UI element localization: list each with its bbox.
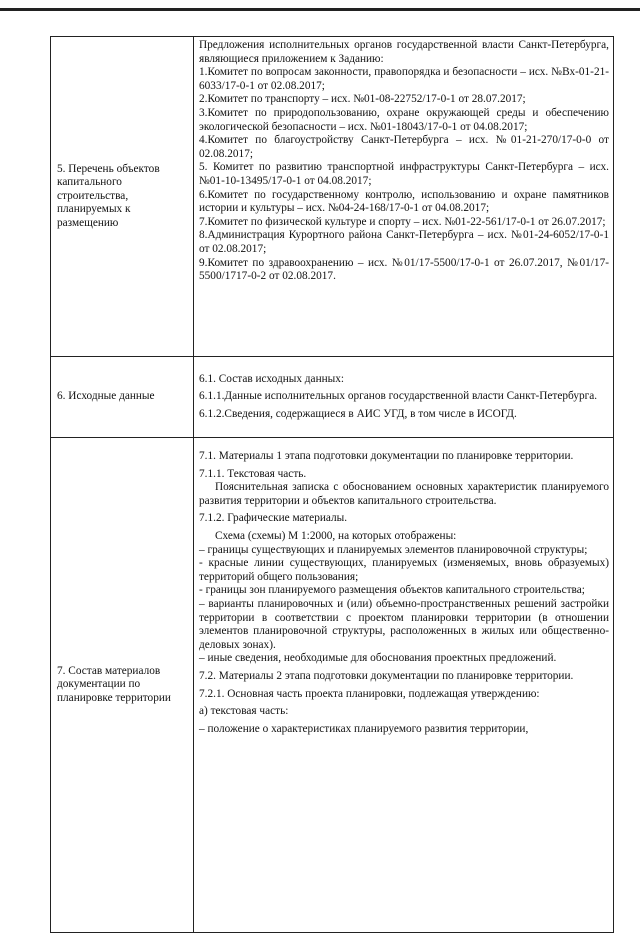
row-label-capital-objects: 5. Перечень объектов капитального строительства, планируемых к размещению bbox=[51, 37, 194, 357]
paragraph: 7.1. Материалы 1 этапа подготовки документации по планировке территории. bbox=[199, 450, 574, 462]
paragraph: – положение о характеристиках планируемого развития территории, bbox=[199, 722, 529, 735]
paragraph: 7.2.1. Основная часть проекта планировки, подлежащая утверждению: bbox=[199, 687, 540, 700]
paragraph: Предложения исполнительных органов государственной власти Санкт-Петербурга, являющиеся приложением к Заданию: bbox=[199, 39, 609, 65]
table-row bbox=[51, 37, 614, 357]
paragraph: 7.1.2. Графические материалы. bbox=[199, 512, 348, 525]
paragraph: 6.1. Состав исходных данных: bbox=[199, 372, 345, 385]
paragraph: 7.1.1. Текстовая часть. bbox=[199, 467, 307, 480]
paragraph: 6.1.2.Сведения, содержащиеся в АИС УГД, в том числе в ИСОГД. bbox=[199, 407, 517, 420]
top-rule bbox=[0, 8, 640, 11]
paragraph: Схема (схемы) М 1:2000, на которых отображены: bbox=[215, 529, 457, 542]
row-content-materials bbox=[194, 438, 614, 933]
specification-table bbox=[50, 36, 614, 933]
paragraph: – границы существующих и планируемых элементов планировочной структуры; bbox=[199, 543, 588, 556]
row-label-materials: 7. Состав материалов документации по планировке территории bbox=[51, 438, 194, 933]
paragraph: 6.Комитет по государственному контролю, использованию и охране памятников истории и культуры – исх. №04-24-168/17-0-1 от 04.08.2017; bbox=[199, 188, 609, 215]
table-row bbox=[51, 438, 614, 933]
paragraph: 2.Комитет по транспорту – исх. №01-08-22752/17-0-1 от 28.07.2017; bbox=[199, 93, 526, 106]
paragraph: 1.Комитет по вопросам законности, правопорядка и безопасности – исх. №Вх-01-21-6033/17-0-1 от 02.08.2017; bbox=[199, 66, 609, 92]
paragraph: 9.Комитет по здравоохранению – исх. №01/17-5500/17-0-1 от 26.07.2017, №01/17-5500/1717-0-2 от 02.08.2017. bbox=[199, 256, 609, 283]
paragraph: 5. Комитет по развитию транспортной инфраструктуры Санкт-Петербурга – исх. №01-10-13495/17-0-1 от 04.08.2017; bbox=[199, 161, 609, 187]
row-content-source-data bbox=[194, 357, 614, 438]
row-label-source-data: 6. Исходные данные bbox=[51, 357, 194, 438]
paragraph: 4.Комитет по благоустройству Санкт-Петербурга – исх. №01-21-270/17-0-0 от 02.08.2017; bbox=[199, 134, 609, 160]
paragraph: – иные сведения, необходимые для обоснования проектных предложений. bbox=[199, 652, 557, 665]
paragraph: 7.2. Материалы 2 этапа подготовки документации по планировке территории. bbox=[199, 669, 574, 682]
paragraph: 7.Комитет по физической культуре и спорту – исх. №01-22-561/17-0-1 от 26.07.2017; bbox=[199, 215, 606, 228]
paragraph: - красные линии существующих, планируемых (изменяемых, вновь образуемых) территорий общего пользования; bbox=[199, 557, 609, 583]
paragraph: 3.Комитет по природопользованию, охране окружающей среды и обеспечению экологической безопасности – исх. №01-18043/17-0-1 от 04.08.2017; bbox=[199, 106, 609, 133]
paragraph: – варианты планировочных и (или) объемно-пространственных решений застройки территории в соответствии с проектом планировки территории (в отношении элементов планировочной структуры, расположенных в жилых или общественно-деловых зонах). bbox=[199, 597, 609, 651]
paragraph: - границы зон планируемого размещения объектов капитального строительства; bbox=[199, 584, 585, 597]
paragraph: Пояснительная записка с обоснованием основных характеристик планируемого развития территории и объектов капитального строительства. bbox=[199, 481, 609, 507]
row-content-capital-objects bbox=[194, 37, 614, 357]
paragraph: 8.Администрация Курортного района Санкт-Петербурга – исх. №01-24-6052/17-0-1 от 02.08.2017; bbox=[199, 229, 609, 255]
table-row bbox=[51, 357, 614, 438]
paragraph: а) текстовая часть: bbox=[199, 705, 289, 718]
paragraph: 6.1.1.Данные исполнительных органов государственной власти Санкт-Петербурга. bbox=[199, 390, 598, 403]
